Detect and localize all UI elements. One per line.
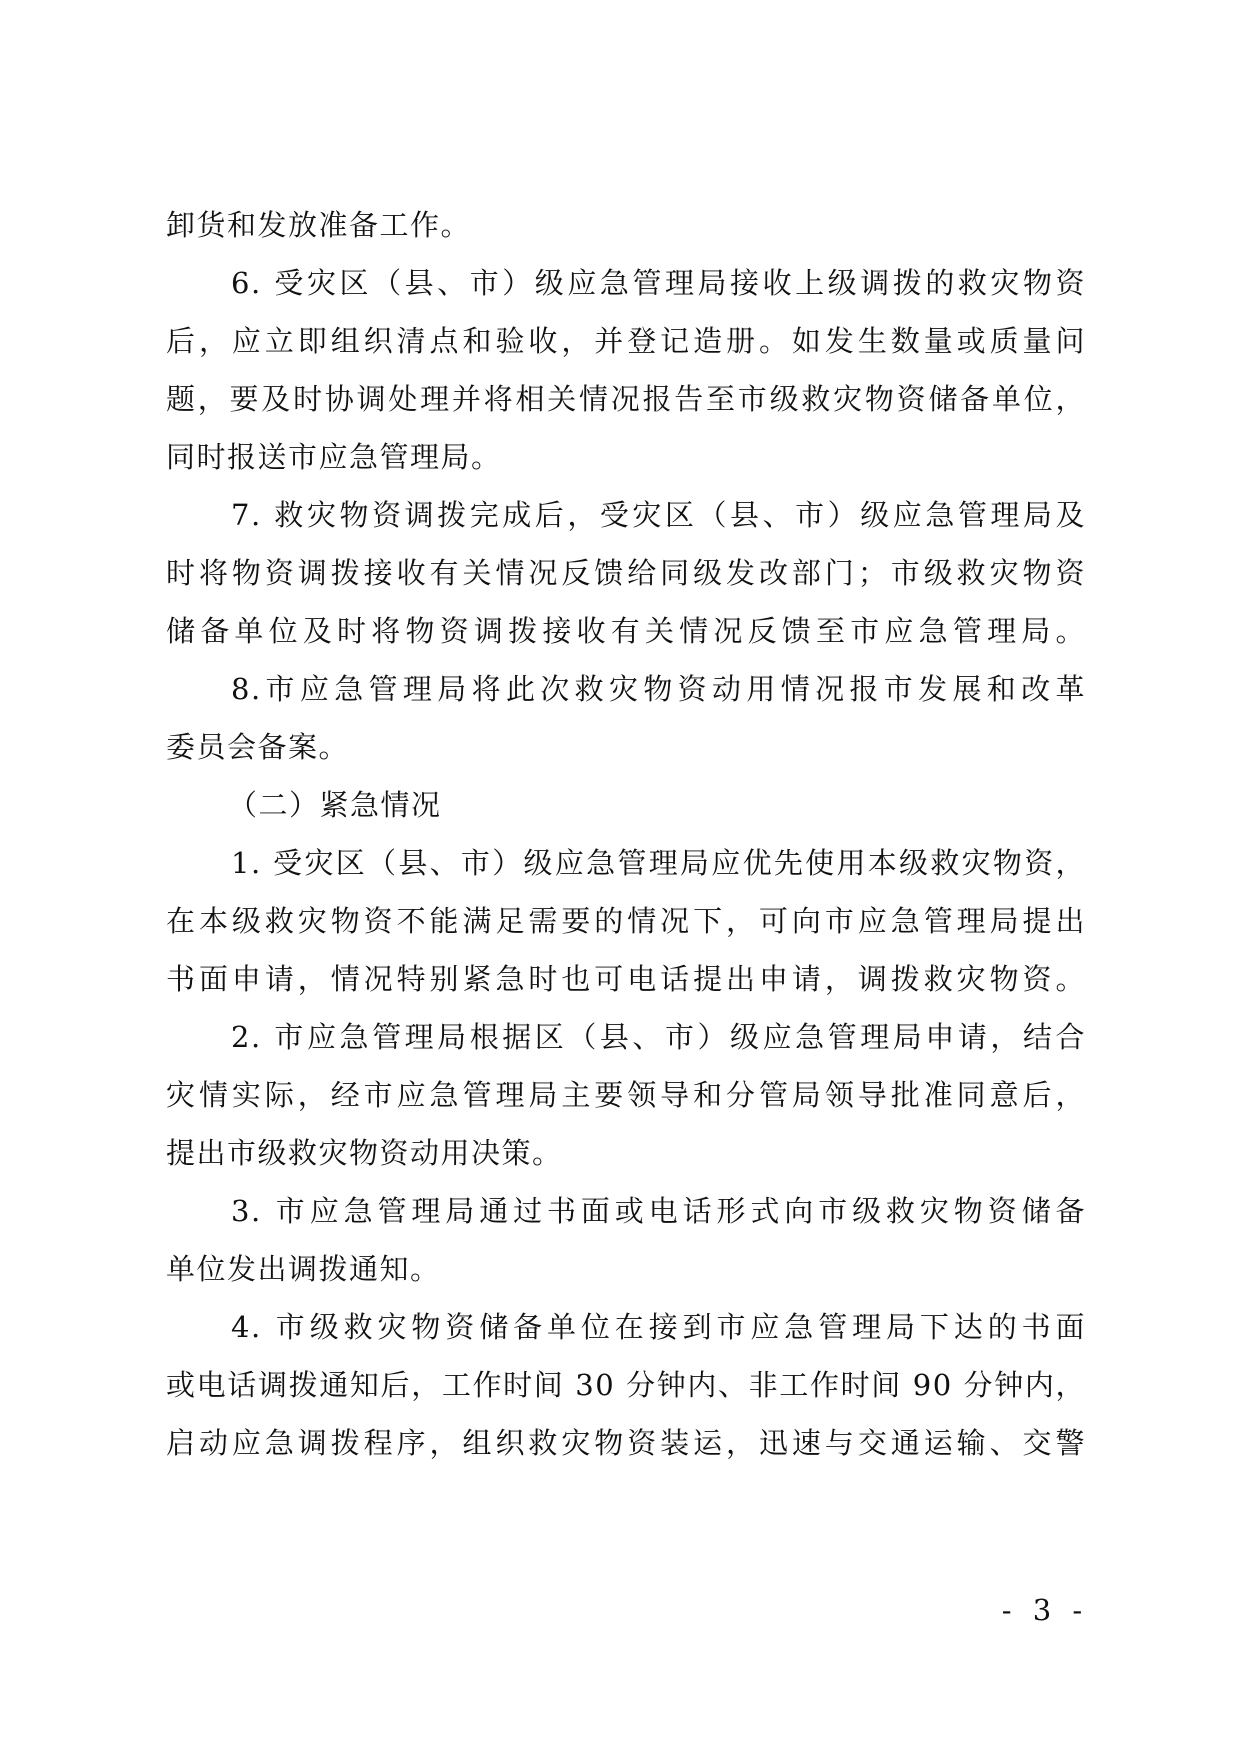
text-line: 4. 市级救灾物资储备单位在接到市应急管理局下达的书面 — [231, 1310, 1086, 1344]
text-line: 提出市级救灾物资动用决策。 — [166, 1136, 563, 1170]
text-line: 书面申请，情况特别紧急时也可电话提出申请，调拨救灾物资。 — [166, 962, 1086, 996]
text-line: 在本级救灾物资不能满足需要的情况下，可向市应急管理局提出 — [166, 904, 1086, 938]
text-line: 同时报送市应急管理局。 — [166, 440, 502, 474]
text-line: 储备单位及时将物资调拨接收有关情况反馈至市应急管理局。 — [166, 614, 1086, 648]
text-line: 启动应急调拨程序，组织救灾物资装运，迅速与交通运输、交警 — [166, 1426, 1086, 1460]
text-line: 或电话调拨通知后，工作时间 30 分钟内、非工作时间 90 分钟内， — [166, 1368, 1086, 1402]
text-line: 2. 市应急管理局根据区（县、市）级应急管理局申请，结合 — [231, 1020, 1086, 1054]
text-line: 单位发出调拨通知。 — [166, 1252, 441, 1286]
text-line: 题，要及时协调处理并将相关情况报告至市级救灾物资储备单位， — [166, 382, 1086, 416]
text-line: 时将物资调拨接收有关情况反馈给同级发改部门；市级救灾物资 — [166, 556, 1086, 590]
text-line: 8.市应急管理局将此次救灾物资动用情况报市发展和改革 — [231, 672, 1086, 706]
page-number: - 3 - — [1001, 1593, 1089, 1627]
text-line: 委员会备案。 — [166, 730, 350, 764]
text-line: 1. 受灾区（县、市）级应急管理局应优先使用本级救灾物资， — [231, 846, 1086, 880]
text-line: 7. 救灾物资调拨完成后，受灾区（县、市）级应急管理局及 — [231, 498, 1086, 532]
text-line: 后，应立即组织清点和验收，并登记造册。如发生数量或质量问 — [166, 324, 1086, 358]
text-line: 6. 受灾区（县、市）级应急管理局接收上级调拨的救灾物资 — [231, 266, 1086, 300]
text-line: 3. 市应急管理局通过书面或电话形式向市级救灾物资储备 — [231, 1194, 1086, 1228]
text-line: 灾情实际，经市应急管理局主要领导和分管局领导批准同意后， — [166, 1078, 1086, 1112]
text-line: 卸货和发放准备工作。 — [166, 208, 472, 242]
section-heading: （二）紧急情况 — [228, 788, 442, 822]
